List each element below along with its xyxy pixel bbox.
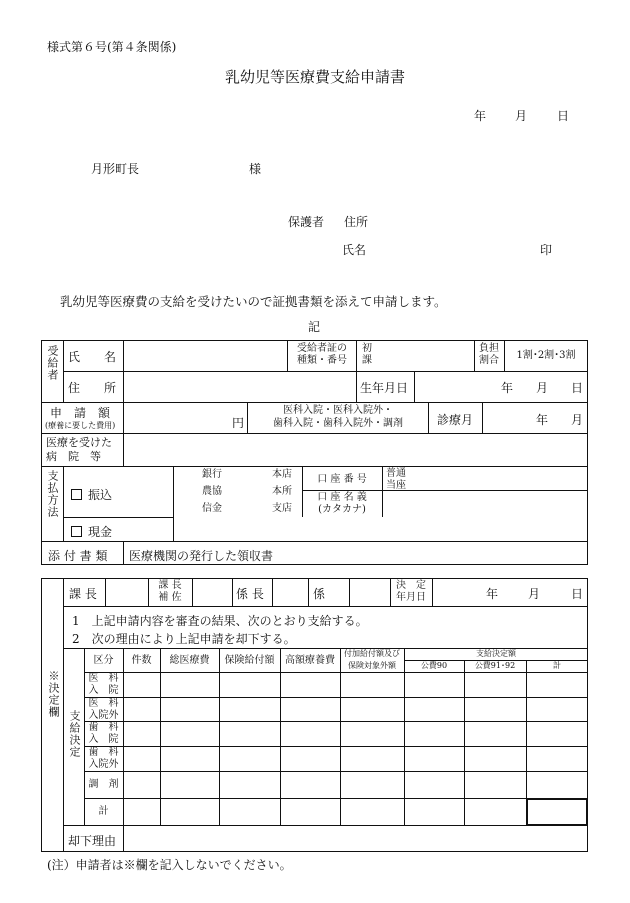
amount-sub-label: (療養に要した費用)	[45, 421, 116, 430]
transfer-option[interactable]: 振込	[71, 486, 112, 503]
name-label: 氏名	[342, 243, 367, 257]
cert-number-field[interactable]	[376, 346, 470, 366]
deputy-label: 課 長 補 佐	[158, 580, 182, 603]
row-dental-outpatient: 歯 科 入院外	[88, 747, 119, 770]
header-high-cost: 高額療養費	[285, 655, 335, 666]
care-types-line1: 医科入院・医科入院外・	[283, 405, 393, 416]
birth-year: 年	[501, 381, 514, 395]
row-dental-inpatient: 歯 科 入 院	[88, 722, 119, 745]
recipient-name-label: 氏 名	[68, 350, 117, 364]
bank-label: 銀行	[202, 469, 222, 480]
treatment-year: 年	[536, 413, 549, 427]
header-count: 件数	[131, 655, 152, 666]
guardian-label: 保護者	[288, 215, 325, 229]
recipient-label: 受給者	[46, 345, 59, 381]
row-dispensing: 調 剤	[88, 779, 119, 790]
page-title: 乳幼児等医療費支給申請書	[224, 68, 405, 86]
treatment-month: 月	[571, 413, 584, 427]
header-extra-line1: 付加給付額及び	[344, 649, 400, 658]
hospital-field[interactable]	[130, 440, 580, 460]
header-total: 計	[553, 661, 561, 670]
decision-year: 年	[486, 587, 499, 601]
credit-label: 信金	[202, 503, 222, 514]
recipient-address-field[interactable]	[130, 377, 350, 397]
date-day: 日	[557, 109, 570, 123]
staff-label: 係	[313, 587, 326, 601]
head-office-label: 本店	[272, 469, 292, 480]
main-office-label: 本所	[272, 486, 292, 497]
grand-total-cell[interactable]	[526, 798, 588, 826]
form-number: 様式第６号(第４条関係)	[47, 40, 177, 54]
header-extra-line2: 保険対象外額	[348, 661, 396, 670]
first-section-label: 初 課	[362, 343, 372, 366]
birth-date-label: 生年月日	[360, 381, 409, 395]
burden-ratio-options[interactable]: 1割･2割･3割	[516, 350, 576, 361]
row-medical-inpatient: 医 科 入 院	[88, 673, 119, 696]
date-year: 年	[474, 109, 487, 123]
header-category: 区分	[93, 655, 114, 666]
decision-month: 月	[528, 587, 541, 601]
payment-decision-label: 支給決定	[68, 710, 81, 758]
addressee-name: 月形町長	[91, 162, 140, 176]
payment-method-label: 支払方法	[46, 470, 59, 518]
rejection-reason-field[interactable]	[130, 829, 580, 849]
attachments-value: 医療機関の発行した領収書	[129, 549, 274, 563]
hospital-label: 医療を受けた 病 院 等	[46, 436, 112, 463]
cert-type-number-label: 受給者証の 種類・番号	[297, 343, 347, 366]
chief-label: 課 長	[69, 587, 97, 601]
treatment-month-label: 診療月	[437, 413, 474, 427]
application-statement: 乳幼児等医療費の支給を受けたいので証拠書類を添えて申請します。	[60, 294, 447, 309]
section-head-label: 係 長	[236, 587, 264, 601]
recipient-name-field[interactable]	[130, 346, 280, 366]
header-insurance-benefit: 保険給付額	[224, 655, 275, 666]
recipient-address-label: 住 所	[68, 381, 117, 395]
addressee-honorific: 様	[249, 162, 262, 176]
header-decided-amount: 支給決定額	[476, 649, 516, 658]
account-number-label: 口 座 番 号	[317, 474, 367, 485]
yen-label: 円	[232, 416, 245, 430]
account-holder-label: 口 座 名 義 (カタカナ)	[317, 492, 367, 515]
header-public-91-92: 公費91･92	[474, 661, 516, 670]
seal-mark: 印	[540, 243, 553, 257]
header-public-90: 公費90	[420, 661, 448, 670]
cash-checkbox[interactable]	[71, 526, 82, 537]
decision-date-label: 決 定 年月日	[396, 580, 426, 603]
burden-ratio-label: 負担 割合	[479, 343, 499, 366]
care-types-line2: 歯科入院・歯科入院外・調剤	[273, 418, 403, 429]
header-total-medical: 総医療費	[169, 655, 210, 666]
footnote: (注）申請者は※欄を記入しないでください。	[47, 858, 292, 872]
row-medical-outpatient: 医 科 入院外	[88, 698, 119, 721]
decision-day: 日	[571, 587, 584, 601]
birth-month: 月	[536, 381, 549, 395]
rejection-reason-label: 却下理由	[68, 834, 117, 848]
account-type-2: 当座	[386, 480, 406, 491]
attachments-label: 添 付 書 類	[48, 549, 108, 563]
decision-item-1: 1 上記申請内容を審査の結果、次のとおり支給する。	[72, 614, 368, 628]
birth-day: 日	[571, 381, 584, 395]
agri-label: 農協	[202, 486, 222, 497]
row-total: 計	[98, 806, 109, 817]
ki-heading: 記	[308, 320, 321, 334]
decision-item-2: 2 次の理由により上記申請を却下する。	[72, 632, 296, 646]
cash-option[interactable]: 現金	[71, 523, 112, 540]
address-label: 住所	[344, 215, 369, 229]
branch-label: 支店	[272, 503, 292, 514]
amount-label: 申 請 額	[50, 406, 111, 420]
decision-column-label: ※決定欄	[47, 670, 60, 718]
date-month: 月	[515, 109, 528, 123]
transfer-checkbox[interactable]	[71, 489, 82, 500]
account-type-1: 普通	[386, 468, 406, 479]
